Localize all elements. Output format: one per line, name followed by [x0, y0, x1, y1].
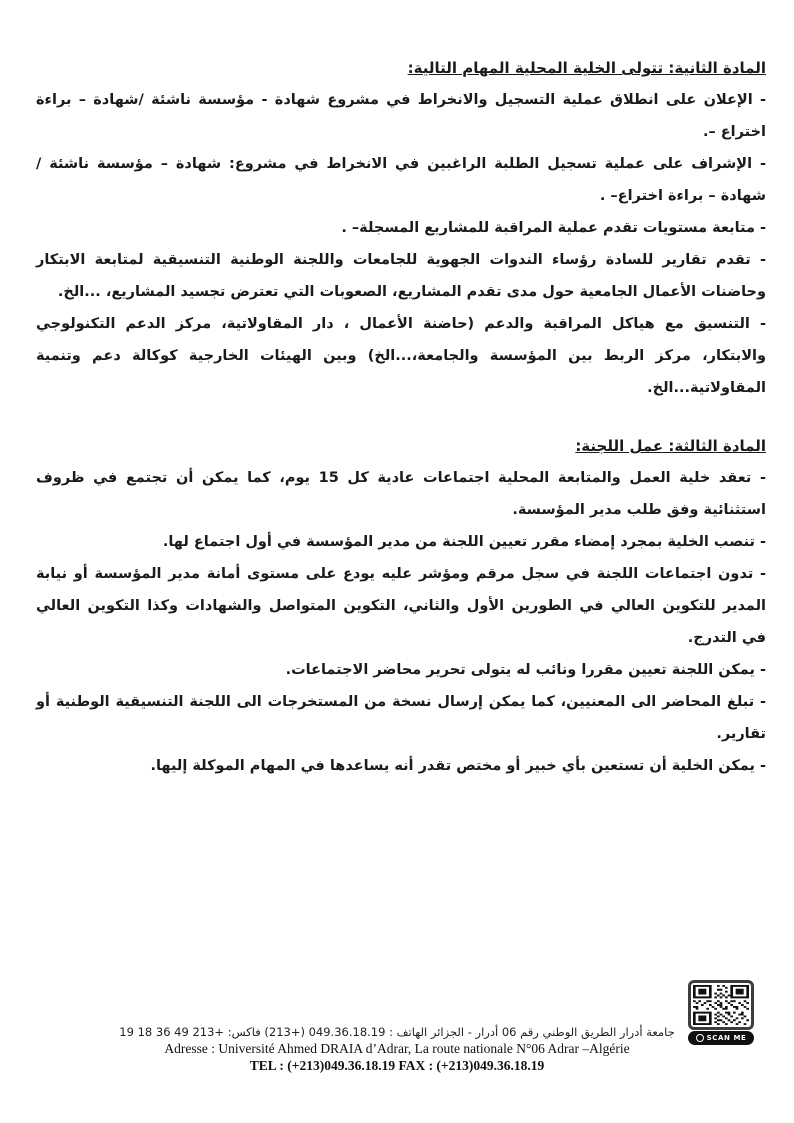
footer-address-arabic: جامعة أدرار الطريق الوطني رقم 06 أدرار - الجزائر الهاتف : 049.36.18.19 (+213) فاكس: +213 49 36 18 19: [119, 1025, 675, 1039]
footer-tel-fax: TEL : (+213)049.36.18.19 FAX : (+213)049.36.18.19: [249, 1058, 545, 1073]
qr-frame: [688, 980, 754, 1030]
article-3-item-5: - تبلغ المحاضر الى المعنيين، كما يمكن إرسال نسخة من المستخرجات الى اللجنة التنسيقية الوطنية أو تقارير.: [36, 694, 766, 742]
qr-pattern: [691, 983, 751, 1027]
article-3-item-2: - تنصب الخلية بمجرد إمضاء مقرر تعيين اللجنة من مدير المؤسسة في أول اجتماع لها.: [162, 534, 766, 550]
article-2-item-4: - تقدم تقارير للسادة رؤساء الندوات الجهوية للجامعات واللجنة الوطنية التنسيقية لمتابعة الابتكار وحاضنات الأعمال الجامعية حول مدى تقدم المشاريع، الصعوبات التي تعترض تجسيد المشاريع، ...الخ.: [36, 252, 766, 300]
article-2-heading: المادة الثانية: تتولى الخلية المحلية المهام التالية:: [407, 59, 766, 77]
article-3-section: [36, 430, 766, 782]
article-2-item-5: - التنسيق مع هياكل المراقبة والدعم (حاضنة الأعمال ، دار المقاولاتية، مركز الدعم التكنولوجي والابتكار، مركز الربط بين المؤسسة والجامعة،...الخ) وبين الهيئات الخارجية كوكالة دعم وتنمية المقاولاتية...الخ.: [36, 316, 766, 396]
article-2-item-3: - متابعة مستويات تقدم عملية المراقبة للمشاريع المسجلة– .: [341, 220, 766, 236]
scan-me-label: SCAN ME: [706, 1034, 747, 1042]
article-2-item-2: - الإشراف على عملية تسجيل الطلبة الراغبين في الانخراط في مشروع: شهادة – مؤسسة ناشئة / شهادة – براءة اختراع– .: [36, 156, 766, 204]
article-3-heading: المادة الثالثة: عمل اللجنة:: [575, 437, 766, 455]
article-2-section: [36, 52, 766, 404]
article-3-item-6: - يمكن الخلية أن تستعين بأي خبير أو مختص تقدر أنه يساعدها في المهام الموكلة إليها.: [150, 758, 766, 774]
document-body: [36, 52, 766, 782]
article-3-item-1: - تعقد خلية العمل والمتابعة المحلية اجتماعات عادية كل 15 يوم، كما يمكن أن تجتمع في ظروف استثنائية وفق طلب مدير المؤسسة.: [36, 470, 766, 518]
article-3-item-4: - يمكن اللجنة تعيين مقررا ونائب له يتولى تحرير محاضر الاجتماعات.: [285, 662, 766, 678]
page-footer: [0, 1024, 794, 1074]
footer-address-french: Adresse : Université Ahmed DRAIA d’Adrar, La route nationale N°06 Adrar –Algérie: [164, 1041, 630, 1056]
article-3-item-3: - تدون اجتماعات اللجنة في سجل مرقم ومؤشر عليه يودع على مستوى أمانة مدير المؤسسة أو نيابة المدير للتكوين العالي في الطورين الأول والثاني، التكوين المتواصل والشهادات وكذا التكوين العالي في التدرج.: [36, 566, 766, 646]
article-2-item-1: - الإعلان على انطلاق عملية التسجيل والانخراط في مشروع شهادة - مؤسسة ناشئة /شهادة – براءة اختراع –.: [36, 92, 766, 140]
